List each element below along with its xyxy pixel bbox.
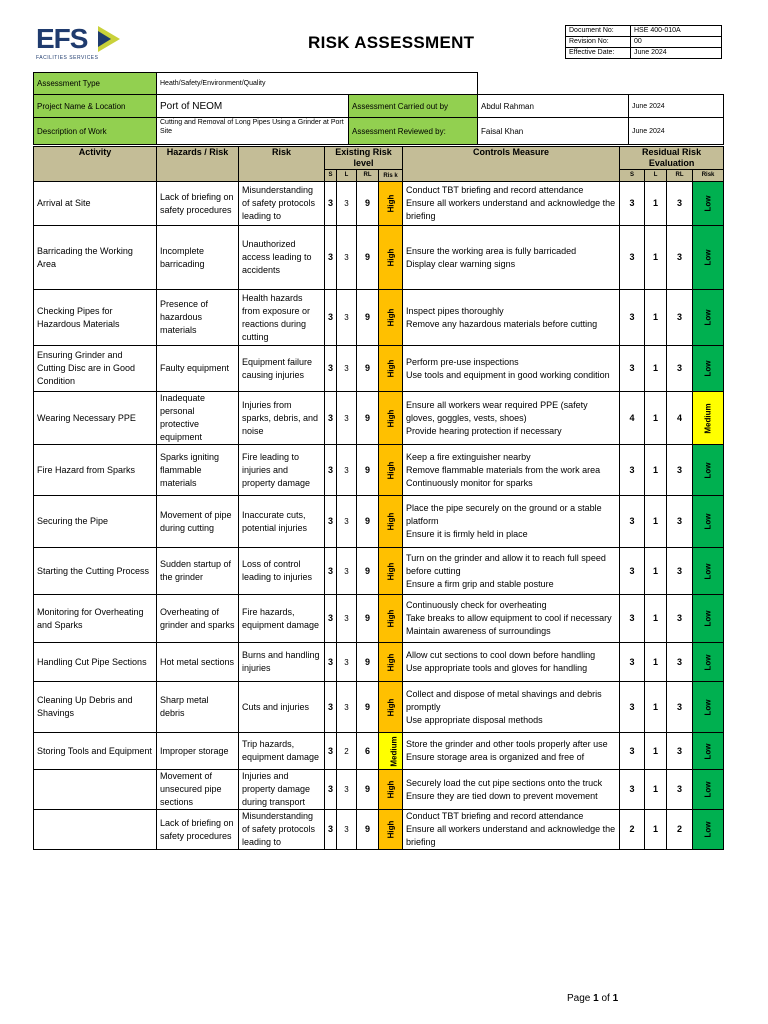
activity-cell: Wearing Necessary PPE — [34, 392, 157, 445]
existing-s-cell: 3 — [325, 595, 337, 643]
existing-rl-cell: 9 — [357, 392, 379, 445]
existing-rl-cell: 9 — [357, 810, 379, 850]
hazard-cell: Movement of unsecured pipe sections — [157, 770, 239, 810]
existing-s-cell: 3 — [325, 682, 337, 733]
residual-s-cell: 3 — [620, 346, 645, 392]
controls-cell — [403, 182, 620, 226]
existing-risk-rating-text: High — [386, 461, 396, 479]
residual-rl-cell: 3 — [667, 643, 693, 682]
residual-risk-rating-text: Low — [703, 563, 713, 579]
existing-s-cell: 3 — [325, 392, 337, 445]
existing-rl-cell: 9 — [357, 290, 379, 346]
doc-info-label: Revision No: — [566, 37, 631, 48]
existing-risk-rating-text: High — [386, 359, 396, 378]
table-row — [34, 226, 724, 290]
existing-risk-rating-text: High — [386, 308, 396, 327]
hazard-cell: Hot metal sections — [157, 643, 239, 682]
residual-risk-rating-text: Low — [703, 699, 713, 715]
reviewed-date: June 2024 — [629, 118, 724, 145]
existing-risk-rating-text: High — [386, 698, 396, 716]
existing-rl-cell: 6 — [357, 733, 379, 770]
document-info-table — [565, 25, 722, 59]
existing-risk-rating — [379, 226, 403, 290]
footer-total-pages: 1 — [612, 993, 619, 1004]
residual-l-cell: 1 — [645, 226, 667, 290]
residual-s-cell: 3 — [620, 595, 645, 643]
residual-l-cell: 1 — [645, 548, 667, 595]
existing-s-cell: 3 — [325, 496, 337, 548]
residual-s-cell: 3 — [620, 182, 645, 226]
residual-risk-rating — [693, 392, 724, 445]
control-measure: Continuously check for overheating — [406, 600, 547, 610]
existing-risk-rating — [379, 548, 403, 595]
residual-rl-cell: 3 — [667, 733, 693, 770]
control-measure: Take breaks to allow equipment to cool if necessary — [406, 613, 612, 623]
control-measure: Maintain awareness of surroundings — [406, 626, 551, 636]
table-row — [34, 595, 724, 643]
table-row — [34, 290, 724, 346]
project-value: Port of NEOM — [157, 95, 349, 118]
table-row — [34, 643, 724, 682]
assessment-type-value: Heath/Safety/Environment/Quality — [157, 73, 478, 95]
control-measure: Ensure it is firmly held in place — [406, 529, 528, 539]
residual-rl-cell: 3 — [667, 445, 693, 496]
hazard-cell: Inadequate personal protective equipment — [157, 392, 239, 445]
control-measure: Ensure they are tied down to prevent movement — [406, 790, 598, 801]
control-measure: Place the pipe securely on the ground or a stable platform — [406, 503, 602, 526]
control-measure: Use appropriate tools and gloves for handling — [406, 663, 588, 673]
residual-l-cell: 1 — [645, 770, 667, 810]
risk-cell: Loss of control leading to injuries — [239, 548, 325, 595]
control-measure: Turn on the grinder and allow it to reach full speed before cutting — [406, 552, 606, 576]
risk-cell: Injuries and property damage during transport — [239, 770, 325, 810]
hazard-cell: Movement of pipe during cutting — [157, 496, 239, 548]
blank-cell — [478, 73, 724, 95]
control-measure: Remove flammable materials from the work area — [406, 464, 601, 475]
residual-l-cell: 1 — [645, 595, 667, 643]
risk-cell: Injuries from sparks, debris, and noise — [239, 392, 325, 445]
controls-cell — [403, 346, 620, 392]
existing-s-cell: 3 — [325, 548, 337, 595]
doc-info-value: HSE 400-010A — [631, 26, 722, 37]
existing-risk-rating — [379, 643, 403, 682]
residual-risk-rating-text: Low — [703, 462, 713, 478]
existing-risk-rating — [379, 182, 403, 226]
control-measure: Conduct TBT briefing and record attendance — [406, 811, 584, 821]
control-measure: Securely load the cut pipe sections onto the truck — [406, 777, 603, 788]
residual-s-cell: 3 — [620, 682, 645, 733]
control-measure: Continuously monitor for sparks — [406, 477, 533, 488]
activity-cell — [34, 770, 157, 810]
existing-risk-rating-text: High — [386, 653, 396, 671]
residual-risk-rating-text: Low — [703, 654, 713, 670]
residual-risk-rating — [693, 548, 724, 595]
activity-cell: Ensuring Grinder and Cutting Disc are in Good Condition — [34, 346, 157, 392]
carried-out-value: Abdul Rahman — [478, 95, 629, 118]
control-measure: Ensure the working area is fully barricaded — [406, 245, 577, 256]
existing-s-cell: 3 — [325, 445, 337, 496]
residual-l-cell: 1 — [645, 392, 667, 445]
residual-risk-rating — [693, 445, 724, 496]
residual-risk-rating — [693, 226, 724, 290]
header-residual-rl: RL — [667, 170, 693, 182]
control-measure: Ensure all workers wear required PPE (safety gloves, goggles, vests, shoes) — [406, 399, 588, 423]
control-measure: Ensure all workers understand and acknowledge the briefing — [406, 198, 616, 221]
residual-s-cell: 3 — [620, 548, 645, 595]
residual-risk-rating-text: Low — [703, 610, 713, 627]
activity-cell: Barricading the Working Area — [34, 226, 157, 290]
doc-info-value: June 2024 — [631, 48, 722, 59]
residual-rl-cell: 3 — [667, 226, 693, 290]
project-label: Project Name & Location — [34, 95, 157, 118]
residual-risk-rating — [693, 682, 724, 733]
table-row — [34, 810, 724, 850]
controls-cell — [403, 548, 620, 595]
header-residual-l: L — [645, 170, 667, 182]
existing-l-cell: 3 — [337, 548, 357, 595]
residual-s-cell: 3 — [620, 643, 645, 682]
existing-risk-rating — [379, 445, 403, 496]
residual-risk-rating — [693, 595, 724, 643]
logo-subtext: FACILITIES SERVICES — [36, 55, 99, 61]
assessment-meta-table — [33, 72, 724, 145]
logo-arrow-icon — [98, 26, 120, 52]
risk-cell: Inaccurate cuts, potential injuries — [239, 496, 325, 548]
residual-l-cell: 1 — [645, 290, 667, 346]
residual-rl-cell: 3 — [667, 182, 693, 226]
existing-risk-rating — [379, 682, 403, 733]
risk-cell: Fire hazards, equipment damage — [239, 595, 325, 643]
existing-s-cell: 3 — [325, 643, 337, 682]
residual-risk-rating — [693, 496, 724, 548]
residual-rl-cell: 2 — [667, 810, 693, 850]
control-measure: Ensure storage area is organized and free of — [406, 752, 585, 762]
table-row — [34, 346, 724, 392]
controls-cell — [403, 595, 620, 643]
risk-cell: Burns and handling injuries — [239, 643, 325, 682]
residual-risk-rating-text: Low — [703, 249, 713, 266]
controls-cell — [403, 290, 620, 346]
existing-risk-rating — [379, 733, 403, 770]
existing-risk-rating-text: High — [386, 780, 396, 799]
header-residual-s: S — [620, 170, 645, 182]
doc-info-row — [566, 37, 722, 48]
table-row — [34, 392, 724, 445]
existing-risk-rating-text: High — [386, 248, 396, 267]
table-row — [34, 682, 724, 733]
risk-assessment-table — [33, 146, 724, 850]
existing-s-cell: 3 — [325, 733, 337, 770]
header-existing-l: L — [337, 170, 357, 182]
existing-risk-rating-text: High — [386, 562, 396, 580]
residual-rl-cell: 3 — [667, 548, 693, 595]
existing-risk-rating-text: High — [386, 512, 396, 531]
residual-s-cell: 4 — [620, 392, 645, 445]
control-measure: Store the grinder and other tools properly after use — [406, 739, 608, 749]
table-row — [34, 496, 724, 548]
existing-rl-cell: 9 — [357, 595, 379, 643]
existing-l-cell: 3 — [337, 643, 357, 682]
risk-cell: Trip hazards, equipment damage — [239, 733, 325, 770]
existing-risk-rating — [379, 346, 403, 392]
existing-risk-rating — [379, 770, 403, 810]
header-existing-risk-col: Ris k — [379, 170, 403, 182]
doc-info-label: Effective Date: — [566, 48, 631, 59]
table-row — [34, 733, 724, 770]
existing-risk-rating — [379, 392, 403, 445]
residual-l-cell: 1 — [645, 643, 667, 682]
activity-cell: Handling Cut Pipe Sections — [34, 643, 157, 682]
control-measure: Ensure a firm grip and stable posture — [406, 578, 554, 589]
control-measure: Inspect pipes thoroughly — [406, 305, 504, 316]
residual-s-cell: 3 — [620, 733, 645, 770]
residual-risk-rating — [693, 643, 724, 682]
residual-risk-rating-text: Low — [703, 781, 713, 798]
residual-risk-rating-text: Low — [703, 195, 713, 212]
existing-risk-rating — [379, 496, 403, 548]
existing-risk-rating-text: Medium — [389, 735, 399, 767]
table-row — [34, 548, 724, 595]
risk-cell: Fire leading to injuries and property damage — [239, 445, 325, 496]
carried-out-date: June 2024 — [629, 95, 724, 118]
existing-rl-cell: 9 — [357, 548, 379, 595]
existing-risk-rating-text: High — [386, 409, 396, 427]
controls-cell — [403, 226, 620, 290]
residual-l-cell: 1 — [645, 733, 667, 770]
controls-cell — [403, 733, 620, 770]
controls-cell — [403, 392, 620, 445]
description-value: Cutting and Removal of Long Pipes Using a Grinder at Port Site — [157, 118, 349, 145]
existing-rl-cell: 9 — [357, 770, 379, 810]
existing-l-cell: 3 — [337, 496, 357, 548]
residual-risk-rating-text: Medium — [703, 402, 713, 434]
existing-rl-cell: 9 — [357, 182, 379, 226]
hazard-cell: Incomplete barricading — [157, 226, 239, 290]
doc-info-row — [566, 48, 722, 59]
residual-l-cell: 1 — [645, 346, 667, 392]
residual-l-cell: 1 — [645, 682, 667, 733]
residual-s-cell: 3 — [620, 770, 645, 810]
doc-info-row — [566, 26, 722, 37]
reviewed-value: Faisal Khan — [478, 118, 629, 145]
assessment-type-label: Assessment Type — [34, 73, 157, 95]
residual-l-cell: 1 — [645, 182, 667, 226]
activity-cell: Monitoring for Overheating and Sparks — [34, 595, 157, 643]
existing-rl-cell: 9 — [357, 643, 379, 682]
risk-cell: Misunderstanding of safety protocols leading to — [239, 810, 325, 850]
control-measure: Collect and dispose of metal shavings and debris promptly — [406, 688, 602, 712]
table-row — [34, 445, 724, 496]
risk-cell: Cuts and injuries — [239, 682, 325, 733]
existing-risk-rating-text: High — [386, 194, 396, 213]
controls-cell — [403, 770, 620, 810]
existing-l-cell: 3 — [337, 346, 357, 392]
table-row — [34, 182, 724, 226]
existing-risk-rating — [379, 290, 403, 346]
page-footer — [567, 993, 618, 1004]
residual-risk-rating — [693, 810, 724, 850]
activity-cell: Storing Tools and Equipment — [34, 733, 157, 770]
existing-rl-cell: 9 — [357, 226, 379, 290]
existing-l-cell: 3 — [337, 182, 357, 226]
header-existing-s: S — [325, 170, 337, 182]
logo-text: EFS — [36, 23, 88, 54]
existing-s-cell: 3 — [325, 810, 337, 850]
header-activity: Activity — [34, 147, 157, 182]
existing-risk-rating — [379, 595, 403, 643]
residual-l-cell: 1 — [645, 445, 667, 496]
carried-out-label: Assessment Carried out by — [349, 95, 478, 118]
control-measure: Keep a fire extinguisher nearby — [406, 451, 531, 462]
controls-cell — [403, 643, 620, 682]
control-measure: Display clear warning signs — [406, 258, 516, 269]
residual-s-cell: 3 — [620, 226, 645, 290]
activity-cell: Cleaning Up Debris and Shavings — [34, 682, 157, 733]
hazard-cell: Overheating of grinder and sparks — [157, 595, 239, 643]
existing-s-cell: 3 — [325, 182, 337, 226]
residual-rl-cell: 3 — [667, 595, 693, 643]
control-measure: Use tools and equipment in good working condition — [406, 369, 610, 380]
activity-cell: Arrival at Site — [34, 182, 157, 226]
controls-cell — [403, 810, 620, 850]
residual-rl-cell: 3 — [667, 496, 693, 548]
header-residual-risk-col: Risk — [693, 170, 724, 182]
existing-l-cell: 3 — [337, 682, 357, 733]
residual-risk-rating-text: Low — [703, 821, 713, 838]
activity-cell: Fire Hazard from Sparks — [34, 445, 157, 496]
header-residual-risk: Residual Risk Evaluation — [620, 147, 724, 170]
risk-cell: Unauthorized access leading to accidents — [239, 226, 325, 290]
hazard-cell: Lack of briefing on safety procedures — [157, 182, 239, 226]
hazard-cell: Sharp metal debris — [157, 682, 239, 733]
residual-risk-rating-text: Low — [703, 360, 713, 377]
existing-s-cell: 3 — [325, 770, 337, 810]
controls-cell — [403, 445, 620, 496]
header-existing-risk: Existing Risk level — [325, 147, 403, 170]
residual-s-cell: 2 — [620, 810, 645, 850]
table-row — [34, 770, 724, 810]
residual-rl-cell: 3 — [667, 682, 693, 733]
description-label: Description of Work — [34, 118, 157, 145]
hazard-cell: Sparks igniting flammable materials — [157, 445, 239, 496]
risk-cell: Misunderstanding of safety protocols leading to — [239, 182, 325, 226]
residual-risk-rating-text: Low — [703, 309, 713, 326]
existing-rl-cell: 9 — [357, 445, 379, 496]
footer-page-label: Page — [567, 993, 591, 1004]
residual-s-cell: 3 — [620, 445, 645, 496]
residual-rl-cell: 3 — [667, 346, 693, 392]
residual-risk-rating-text: Low — [703, 513, 713, 530]
existing-risk-rating-text: High — [386, 820, 396, 839]
footer-of-label: of — [601, 993, 610, 1004]
header-risk: Risk — [239, 147, 325, 182]
activity-cell — [34, 810, 157, 850]
hazard-cell: Faulty equipment — [157, 346, 239, 392]
controls-cell — [403, 682, 620, 733]
residual-risk-rating — [693, 346, 724, 392]
reviewed-label: Assessment Reviewed by: — [349, 118, 478, 145]
existing-l-cell: 3 — [337, 226, 357, 290]
existing-l-cell: 2 — [337, 733, 357, 770]
activity-cell: Securing the Pipe — [34, 496, 157, 548]
existing-rl-cell: 9 — [357, 346, 379, 392]
doc-info-value: 00 — [631, 37, 722, 48]
residual-s-cell: 3 — [620, 496, 645, 548]
residual-risk-rating — [693, 182, 724, 226]
doc-info-label: Document No: — [566, 26, 631, 37]
existing-s-cell: 3 — [325, 226, 337, 290]
header-existing-rl: RL — [357, 170, 379, 182]
hazard-cell: Lack of briefing on safety procedures — [157, 810, 239, 850]
risk-cell: Health hazards from exposure or reactions during cutting — [239, 290, 325, 346]
hazard-cell: Presence of hazardous materials — [157, 290, 239, 346]
activity-cell: Checking Pipes for Hazardous Materials — [34, 290, 157, 346]
existing-s-cell: 3 — [325, 290, 337, 346]
existing-l-cell: 3 — [337, 810, 357, 850]
control-measure: Remove any hazardous materials before cutting — [406, 318, 598, 329]
residual-rl-cell: 3 — [667, 290, 693, 346]
residual-risk-rating — [693, 290, 724, 346]
existing-l-cell: 3 — [337, 595, 357, 643]
existing-l-cell: 3 — [337, 392, 357, 445]
company-logo — [36, 24, 120, 62]
existing-rl-cell: 9 — [357, 496, 379, 548]
header-controls: Controls Measure — [403, 147, 620, 182]
control-measure: Provide hearing protection if necessary — [406, 425, 562, 436]
residual-risk-rating — [693, 733, 724, 770]
existing-risk-rating — [379, 810, 403, 850]
control-measure: Use appropriate disposal methods — [406, 714, 543, 725]
hazard-cell: Improper storage — [157, 733, 239, 770]
residual-rl-cell: 4 — [667, 392, 693, 445]
existing-risk-rating-text: High — [386, 609, 396, 628]
residual-s-cell: 3 — [620, 290, 645, 346]
controls-cell — [403, 496, 620, 548]
existing-l-cell: 3 — [337, 445, 357, 496]
residual-rl-cell: 3 — [667, 770, 693, 810]
header-hazards: Hazards / Risk — [157, 147, 239, 182]
existing-s-cell: 3 — [325, 346, 337, 392]
activity-cell: Starting the Cutting Process — [34, 548, 157, 595]
residual-l-cell: 1 — [645, 810, 667, 850]
page-title: RISK ASSESSMENT — [308, 33, 475, 52]
existing-l-cell: 3 — [337, 770, 357, 810]
residual-risk-rating — [693, 770, 724, 810]
hazard-cell: Sudden startup of the grinder — [157, 548, 239, 595]
footer-current-page: 1 — [593, 993, 599, 1004]
control-measure: Ensure all workers understand and acknowledge the briefing — [406, 824, 616, 847]
control-measure: Perform pre-use inspections — [406, 356, 519, 367]
residual-l-cell: 1 — [645, 496, 667, 548]
existing-rl-cell: 9 — [357, 682, 379, 733]
control-measure: Allow cut sections to cool down before handling — [406, 650, 596, 660]
existing-l-cell: 3 — [337, 290, 357, 346]
control-measure: Conduct TBT briefing and record attendance — [406, 185, 584, 195]
risk-cell: Equipment failure causing injuries — [239, 346, 325, 392]
residual-risk-rating-text: Low — [703, 743, 713, 759]
